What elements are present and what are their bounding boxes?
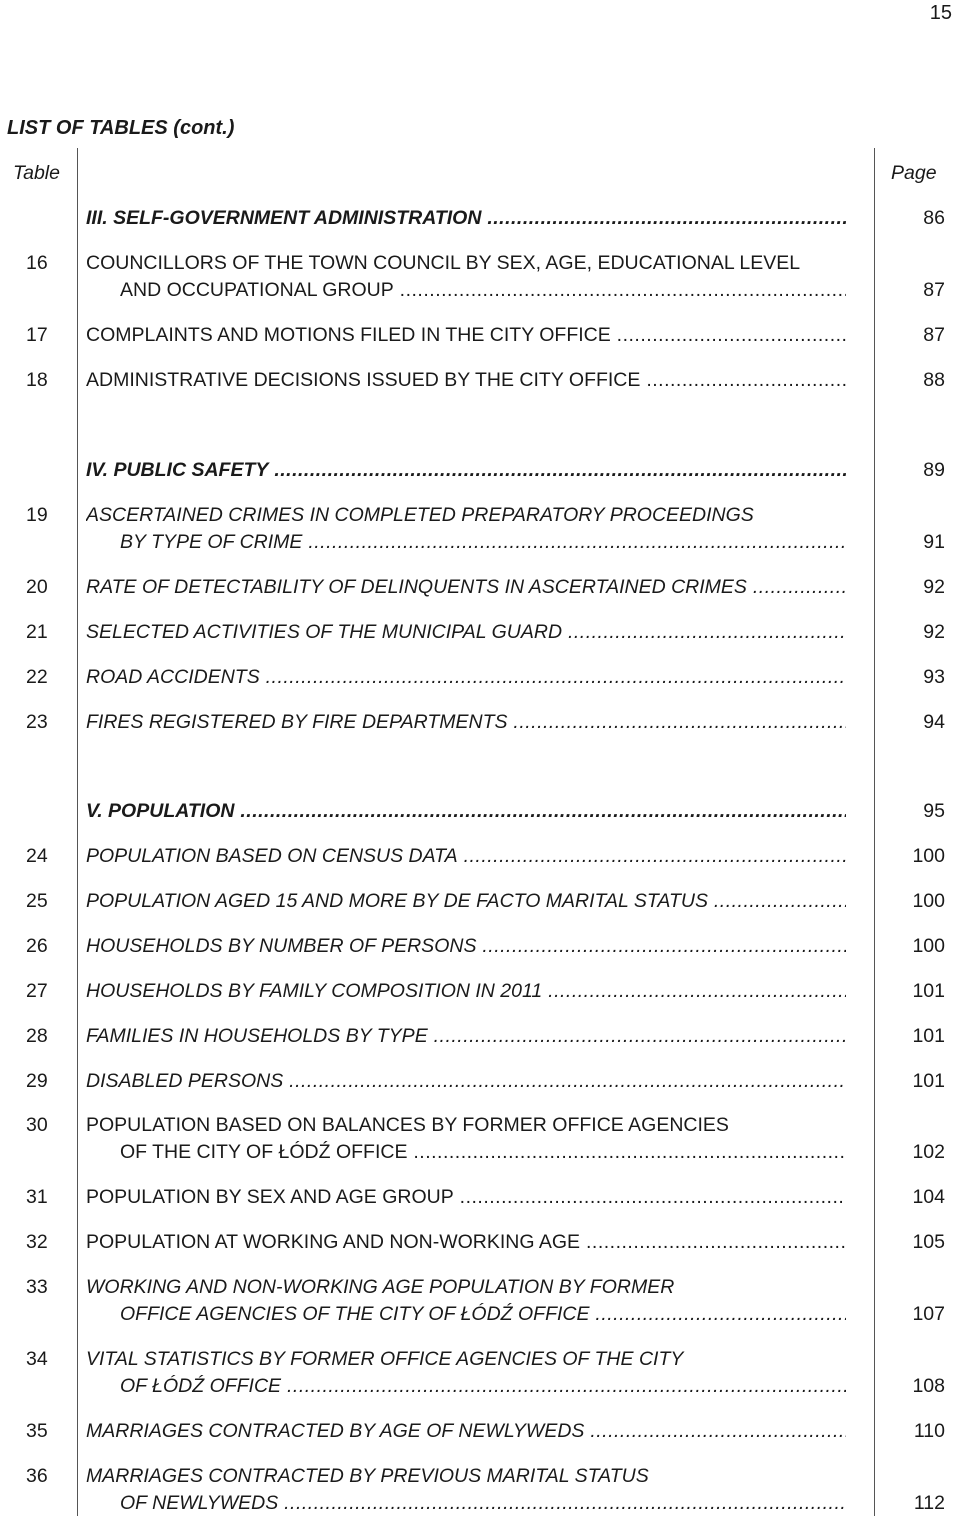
table-entry-row: [0, 252, 960, 276]
table-title: IV. PUBLIC SAFETY .....: [86, 459, 846, 482]
table-title: WORKING AND NON-WORKING AGE POPULATION BY FORMER: [86, 1276, 675, 1298]
table-number: 26: [26, 935, 48, 957]
page-reference: 102: [912, 1141, 945, 1163]
table-entry-row: [0, 980, 960, 1004]
section-row: [0, 800, 960, 824]
table-number: 21: [26, 621, 48, 643]
table-entry-row: [0, 324, 960, 348]
table-number: 23: [26, 711, 48, 733]
table-title: OF THE CITY OF ŁÓDŹ OFFICE .....: [120, 1141, 846, 1164]
table-entry-row: [0, 621, 960, 645]
table-title: OF NEWLYWEDS .....: [120, 1492, 846, 1515]
table-entry-row: [0, 935, 960, 959]
table-title: ROAD ACCIDENTS .....: [86, 666, 846, 689]
table-number: 20: [26, 576, 48, 598]
page-reference: 101: [912, 1070, 945, 1092]
table-entry-row: [0, 890, 960, 914]
table-number: 17: [26, 324, 48, 346]
table-entry-row: [0, 576, 960, 600]
table-title: OF ŁÓDŹ OFFICE .....: [120, 1375, 846, 1398]
table-title: ASCERTAINED CRIMES IN COMPLETED PREPARATORY PROCEEDINGS: [86, 504, 754, 526]
table-title: BY TYPE OF CRIME .....: [120, 531, 846, 554]
table-title: POPULATION AT WORKING AND NON-WORKING AGE .....: [86, 1231, 846, 1254]
table-number: 25: [26, 890, 48, 912]
page-reference: 112: [913, 1492, 945, 1514]
page-reference: 100: [912, 935, 945, 957]
table-title: POPULATION BASED ON CENSUS DATA .....: [86, 845, 846, 868]
table-number: 19: [26, 504, 48, 526]
column-header-table: Table: [13, 162, 60, 184]
table-title: V. POPULATION .....: [86, 800, 846, 823]
table-entry-row: [0, 845, 960, 869]
page-reference: 92: [923, 576, 945, 598]
table-entry-row: [0, 1141, 960, 1165]
page-reference: 101: [912, 1025, 945, 1047]
table-number: 24: [26, 845, 48, 867]
table-title: MARRIAGES CONTRACTED BY PREVIOUS MARITAL STATUS: [86, 1465, 649, 1487]
table-title: POPULATION BY SEX AND AGE GROUP .....: [86, 1186, 846, 1209]
table-title: COMPLAINTS AND MOTIONS FILED IN THE CITY OFFICE .....: [86, 324, 846, 347]
table-number: 36: [26, 1465, 48, 1487]
table-entry-row: [0, 1231, 960, 1255]
page-reference: 100: [912, 845, 945, 867]
table-entry-row: [0, 1420, 960, 1444]
table-entry-row: [0, 1465, 960, 1489]
page-reference: 93: [923, 666, 945, 688]
table-number: 34: [26, 1348, 48, 1370]
table-number: 31: [26, 1186, 48, 1208]
page-reference: 107: [912, 1303, 945, 1325]
table-number: 32: [26, 1231, 48, 1253]
table-entry-row: [0, 711, 960, 735]
table-number: 16: [26, 252, 48, 274]
table-title: III. SELF-GOVERNMENT ADMINISTRATION .....: [86, 207, 846, 230]
table-entry-row: [0, 1186, 960, 1210]
table-entry-row: [0, 369, 960, 393]
table-number: 35: [26, 1420, 48, 1442]
page-reference: 86: [923, 207, 945, 229]
table-title: RATE OF DETECTABILITY OF DELINQUENTS IN ASCERTAINED CRIMES .....: [86, 576, 846, 599]
section-row: [0, 459, 960, 483]
table-title: FAMILIES IN HOUSEHOLDS BY TYPE .....: [86, 1025, 846, 1048]
table-number: 22: [26, 666, 48, 688]
table-entry-row: [0, 1303, 960, 1327]
table-entry-row: [0, 531, 960, 555]
page-reference: 91: [923, 531, 945, 553]
table-entry-row: [0, 1492, 960, 1516]
table-title: VITAL STATISTICS BY FORMER OFFICE AGENCIES OF THE CITY: [86, 1348, 684, 1370]
table-title: POPULATION AGED 15 AND MORE BY DE FACTO MARITAL STATUS .....: [86, 890, 846, 913]
table-title: OFFICE AGENCIES OF THE CITY OF ŁÓDŹ OFFICE .....: [120, 1303, 846, 1326]
table-number: 27: [26, 980, 48, 1002]
page-reference: 100: [912, 890, 945, 912]
page-reference: 95: [923, 800, 945, 822]
section-row: [0, 207, 960, 231]
table-title: HOUSEHOLDS BY NUMBER OF PERSONS .....: [86, 935, 846, 958]
table-entry-row: [0, 1025, 960, 1049]
table-title: AND OCCUPATIONAL GROUP .....: [120, 279, 846, 302]
page-reference: 94: [923, 711, 945, 733]
table-entry-row: [0, 504, 960, 528]
page-reference: 87: [923, 279, 945, 301]
table-title: MARRIAGES CONTRACTED BY AGE OF NEWLYWEDS .....: [86, 1420, 846, 1443]
page-reference: 89: [923, 459, 945, 481]
table-title: POPULATION BASED ON BALANCES BY FORMER OFFICE AGENCIES: [86, 1114, 729, 1136]
page-number: 15: [929, 2, 952, 24]
table-number: 33: [26, 1276, 48, 1298]
page-reference: 92: [923, 621, 945, 643]
table-title: SELECTED ACTIVITIES OF THE MUNICIPAL GUARD .....: [86, 621, 846, 644]
page-reference: 87: [923, 324, 945, 346]
page-reference: 110: [913, 1420, 945, 1442]
page-heading: LIST OF TABLES (cont.): [7, 117, 235, 139]
table-entry-row: [0, 666, 960, 690]
page-reference: 105: [912, 1231, 945, 1253]
page-reference: 108: [912, 1375, 945, 1397]
table-number: 28: [26, 1025, 48, 1047]
table-entry-row: [0, 1276, 960, 1300]
table-entry-row: [0, 1348, 960, 1372]
table-title: DISABLED PERSONS .....: [86, 1070, 846, 1093]
page-reference: 104: [912, 1186, 945, 1208]
table-title: COUNCILLORS OF THE TOWN COUNCIL BY SEX, AGE, EDUCATIONAL LEVEL: [86, 252, 801, 274]
column-header-page: Page: [891, 162, 937, 184]
table-number: 18: [26, 369, 48, 391]
page-reference: 101: [912, 980, 945, 1002]
table-entry-row: [0, 1375, 960, 1399]
table-entry-row: [0, 1114, 960, 1138]
table-title: HOUSEHOLDS BY FAMILY COMPOSITION IN 2011 .....: [86, 980, 846, 1003]
table-number: 29: [26, 1070, 48, 1092]
page-reference: 88: [923, 369, 945, 391]
table-number: 30: [26, 1114, 48, 1136]
table-entry-row: [0, 1070, 960, 1094]
table-entry-row: [0, 279, 960, 303]
table-title: FIRES REGISTERED BY FIRE DEPARTMENTS .....: [86, 711, 846, 734]
table-title: ADMINISTRATIVE DECISIONS ISSUED BY THE CITY OFFICE .....: [86, 369, 846, 392]
